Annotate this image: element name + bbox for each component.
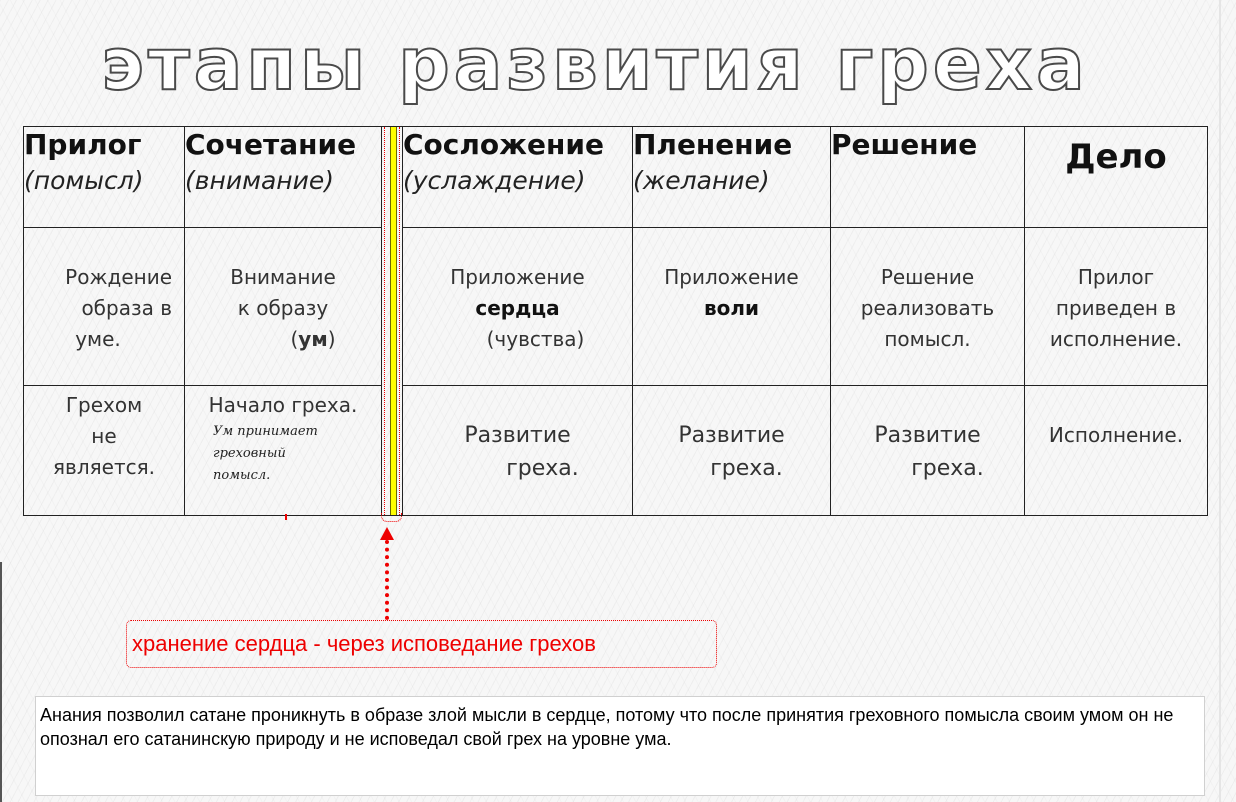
handwritten-line: греховный bbox=[213, 446, 286, 461]
description-cell bbox=[185, 228, 382, 386]
text-line: Развитие bbox=[874, 423, 981, 448]
dotted-arrow-line bbox=[385, 540, 389, 620]
text-line: Приложение bbox=[664, 265, 799, 289]
text-line: Исполнение. bbox=[1048, 423, 1184, 447]
text-line: Приложение bbox=[450, 265, 585, 289]
text-line: не bbox=[91, 424, 117, 448]
text-line: образа в bbox=[81, 296, 172, 320]
text-line: Развитие bbox=[678, 423, 785, 448]
handwritten-line: Ум принимает bbox=[213, 424, 318, 439]
text-line: уме. bbox=[75, 327, 121, 351]
description-cell bbox=[403, 228, 633, 386]
stage-subtitle: (внимание) bbox=[185, 166, 334, 195]
stage-name: Дело bbox=[1065, 137, 1167, 177]
result-cell bbox=[403, 386, 633, 516]
result-cell bbox=[24, 386, 185, 516]
text-line: к образу bbox=[237, 296, 329, 320]
header-row bbox=[24, 127, 1208, 228]
text-line-bold: сердца bbox=[475, 296, 560, 320]
header-cell-soslozhenie bbox=[403, 127, 633, 228]
header-cell-sochetanie bbox=[185, 127, 382, 228]
stage-name: Сосложение bbox=[403, 128, 604, 161]
text-line: помысл. bbox=[884, 327, 971, 351]
header-cell-reshenie bbox=[831, 127, 1025, 228]
text-line: Начало греха. bbox=[208, 393, 358, 417]
text-line: Грехом bbox=[65, 393, 143, 417]
result-cell bbox=[633, 386, 831, 516]
text-line: является. bbox=[53, 455, 155, 479]
bold-word: ум bbox=[298, 327, 328, 351]
stage-name: Пленение bbox=[633, 128, 793, 161]
text-line: греха. bbox=[710, 456, 783, 481]
stage-subtitle: (услаждение) bbox=[403, 166, 586, 195]
text-line: Развитие bbox=[464, 423, 571, 448]
gap-dotted-end bbox=[381, 513, 402, 522]
stages-table bbox=[23, 126, 1208, 516]
text-line: исполнение. bbox=[1049, 327, 1183, 351]
header-cell-plenenie bbox=[633, 127, 831, 228]
heart-guarding-callout: хранение сердца - через исповедание грехов bbox=[126, 620, 717, 668]
text-line: (чувства) bbox=[486, 327, 585, 351]
stage-name: Прилог bbox=[24, 128, 142, 161]
page-title: этапы развития греха bbox=[101, 22, 1089, 106]
description-cell bbox=[633, 228, 831, 386]
header-cell-prilog bbox=[24, 127, 185, 228]
stage-name: Решение bbox=[831, 128, 978, 161]
text-line: греха. bbox=[911, 456, 984, 481]
text-line-bold: воли bbox=[703, 296, 760, 320]
stage-subtitle: (желание) bbox=[633, 166, 770, 195]
highlight-gap-column bbox=[382, 127, 403, 516]
page-edge bbox=[1219, 0, 1221, 802]
result-cell bbox=[1025, 386, 1208, 516]
handwritten-line: помысл. bbox=[213, 468, 271, 483]
header-cell-delo bbox=[1025, 127, 1208, 228]
red-tick-mark bbox=[285, 514, 287, 520]
page-edge-left bbox=[0, 562, 2, 802]
yellow-highlight-bar bbox=[390, 127, 397, 515]
description-cell bbox=[831, 228, 1025, 386]
text-line: Рождение bbox=[65, 265, 172, 289]
description-cell bbox=[1025, 228, 1208, 386]
description-row bbox=[24, 228, 1208, 386]
text-line: греха. bbox=[506, 456, 579, 481]
stage-name: Сочетание bbox=[185, 128, 357, 161]
commentary-text-box[interactable]: Анания позволил сатане проникнуть в образе злой мысли в сердце, потому что после принятия греховного помысла своим умом он не опознал его сатанинскую природу и не исповедал свой грех на уровне ума. bbox=[35, 696, 1205, 796]
result-cell bbox=[831, 386, 1025, 516]
result-row bbox=[24, 386, 1208, 516]
text-line: реализовать bbox=[860, 296, 995, 320]
text-line: Внимание bbox=[230, 265, 336, 289]
handwritten-note bbox=[185, 421, 381, 487]
arrow-up-icon bbox=[380, 527, 394, 540]
text-line: приведен в bbox=[1055, 296, 1177, 320]
text-line-bold: (ум) bbox=[290, 327, 336, 351]
text-line: Решение bbox=[880, 265, 975, 289]
description-cell bbox=[24, 228, 185, 386]
stage-subtitle: (помысл) bbox=[24, 166, 144, 195]
text-line: Прилог bbox=[1077, 265, 1155, 289]
result-cell bbox=[185, 386, 382, 516]
